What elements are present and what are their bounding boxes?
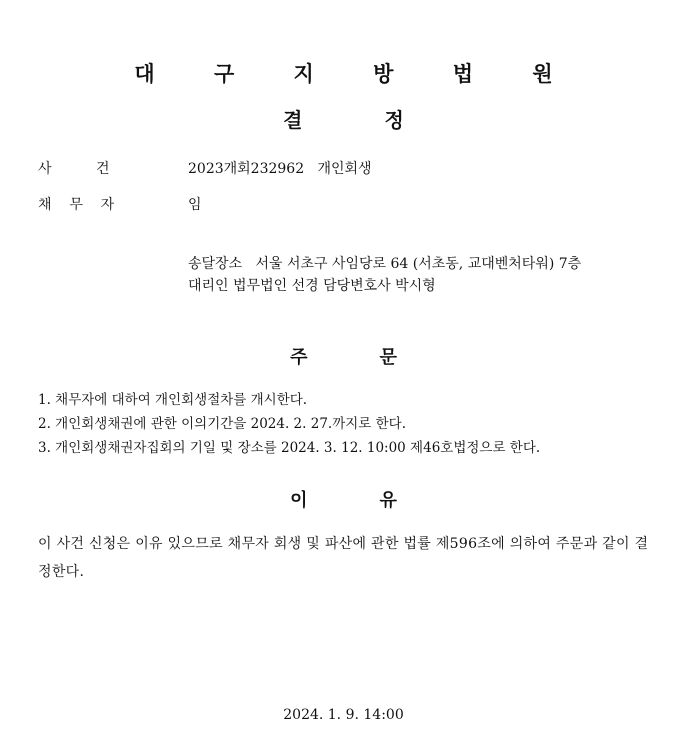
court-name: 대 구 지 방 법 원 — [134, 62, 579, 86]
case-number: 2023개회232962 개인회생 — [188, 161, 372, 177]
document-type-title — [0, 104, 687, 133]
order-title-char-2: 문 — [379, 347, 397, 368]
debtor-label: 채 무 자 — [38, 197, 115, 213]
service-address-line: 송달장소 서울 서초구 사임당로 64 (서초동, 교대벤처타워) 7층 — [188, 256, 582, 272]
order-title-char-1: 주 — [290, 347, 308, 368]
reason-title-char-1: 이 — [290, 490, 308, 511]
service-address — [188, 253, 581, 297]
reason-text: 이 사건 신청은 이유 있으므로 채무자 회생 및 파산에 관한 법률 제596조에 의하여 주문과 같이 결정한다. — [38, 536, 649, 580]
order-list — [38, 388, 540, 460]
reason-title-char-2: 유 — [379, 490, 397, 511]
case-label: 사 건 — [38, 161, 110, 177]
order-item: 1. 채무자에 대하여 개인회생절차를 개시한다. — [38, 392, 308, 408]
decision-date: 2024. 1. 9. 14:00 — [283, 707, 404, 723]
doc-type-char-1: 결 — [283, 108, 303, 132]
agent-line: 대리인 법무법인 선경 담당변호사 박시형 — [188, 278, 436, 294]
doc-type-char-2: 정 — [384, 108, 404, 132]
reason-section-title — [0, 486, 687, 512]
debtor-name: 임 — [188, 197, 202, 213]
order-section-title — [0, 343, 687, 369]
order-item: 2. 개인회생채권에 관한 이의기간을 2024. 2. 27.까지로 한다. — [38, 416, 406, 432]
order-item: 3. 개인회생채권자집회의 기일 및 장소를 2024. 3. 12. 10:00 제46호법정으로 한다. — [38, 440, 541, 456]
